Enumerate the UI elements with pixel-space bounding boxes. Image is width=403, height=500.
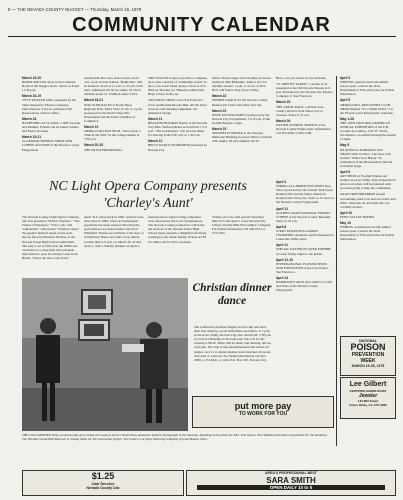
calendar-entry [276, 243, 334, 255]
calendar-entry-date: March 19 [84, 125, 99, 130]
calendar-entry [22, 135, 80, 151]
calendar-entry [340, 143, 396, 168]
calendar-entry-date: March 20-25 [84, 143, 104, 148]
ad-lee-gilbert [340, 377, 396, 419]
calendar-entry [276, 276, 334, 292]
ad-put-more-pay [192, 396, 334, 428]
calendar-entry-date: March 25 [276, 100, 291, 105]
calendar-entry-text: SPAGHETTI DINNER at the Veterans Memorial Building in Grass Valley to benefit 4-H. Adults, $3 and children, $1.50. [212, 131, 272, 144]
calendar-entry-text: GOLDEN GRAD NATIONAL EXPERT COFFEE at the Nevada County Museum. Starts at 10 a.m. [276, 210, 331, 223]
ad-sara-smith [186, 470, 396, 496]
calendar-entry [276, 82, 334, 98]
page-title: COMMUNITY CALENDAR [72, 14, 331, 36]
calendar-entry-date: April 11 [276, 206, 288, 211]
calendar-entries [276, 180, 334, 292]
calendar-entry-text: WINE TASTING PARTY sponsored by the Nevada City Soroptimists, 5 to 8 p.m. at the Golden Empire Lodge. [212, 112, 270, 125]
calendar-entry-date: March 25 [212, 127, 227, 132]
calendar-entries [276, 76, 334, 135]
calendar-column-5 [276, 76, 334, 174]
ad-poison-line4: WEEK [360, 358, 376, 364]
calendar-entry-text: SIERRA DOLL DISCOVERY CLUB SHOW themed "It's a Small World," 1st Air Flower Grass Fairgrounds. Saturday. [340, 102, 394, 115]
calendar-entries [84, 76, 144, 152]
calendar-entry-text: THE 9th INTERNATIONAL [84, 147, 123, 152]
calendar-entry-text: FRIENDS, general trend and autism season open. Contact the State Department of Fish and Game for further information. [340, 80, 395, 97]
ad-put-more-pay-line2: TO WORK FOR YOU [238, 411, 288, 417]
ad-gilbert-line5: Grass Valley, Ca. 273-4296 [349, 403, 387, 407]
calendar-entry-date: April 8 [276, 224, 287, 229]
calendar-column-1 [22, 76, 80, 174]
calendar-entry [340, 192, 396, 208]
ad-poison-line2: POISON [350, 342, 386, 352]
calendar-entry-text: SIERRA COLLEGE FILM, "Once Upon a Time in the West" in the college theatre at 7:30 p.m. [84, 129, 141, 142]
calendar-entry-text: TRUCKING SHOW at the San Francisco Civic Auditorium-Brooks Hall. All the latest in trucks and trucking equipment. No admission charge. [148, 98, 207, 115]
calendar-entry [148, 117, 208, 137]
calendar-entry-text: 8th ANNUAL FOREMAN TOY SHOWCASE in Chico. The show will include "When Your Handy." In celebration of the Bicentennial, Nevada Gold Run Stage. [340, 147, 393, 168]
calendar-entry [340, 170, 396, 190]
calendar-entry [340, 98, 396, 114]
calendar-entry [22, 94, 80, 114]
calendar-entry-text: DOG SLED RACES at North Tahoe Regional Park, Tahoe Vista, 8 a.m. to 4 p.m. sponsored by the North Tahoe Fire Department and the Tahoe Chamber of Commerce. [84, 102, 143, 123]
photo-caption: THE LOLA MONTEZ home reconstruction got a boost this week as Grover Westerburg donated a historic photograph to the museum. Standing in the photo are Mrs. Tom Quinn, Tom Watkins and others responsible for the donation. The Nevada Grand Hall Museum is raising funds for the restoration project. The home is currently featuring a display of Lola Montez relics. [22, 433, 328, 442]
feature-body-3: national shows when touring companies were attracted by the local circumstances. The Nevada County production, which has the services of the Nevada Union High School band, presents a delightful and lively evening for the whole family. Tickets are $3 for adults and $1.50 for students. [148, 215, 207, 244]
christian-headline: Christian dinner dance [192, 282, 272, 307]
calendar-entry [212, 109, 272, 125]
calendar-column-6 [340, 76, 396, 334]
calendar-entry-text: Auditorium. Hot rods, motorcycles, show cars, boats and the famous "Batmobile" will be featured. Starts at 11 a.m. to 10 p.m. both days. Admission $2.50 for adults, $1.50 for children under 12. Children under 6 free. [84, 76, 143, 97]
calendar-entry-text: EASTER SUNRISE SERVICE at the Nevada County Fairgrounds. Information call 265-9563 or 265-1100. [276, 122, 331, 136]
calendar-entry [276, 100, 334, 116]
ad-poison-prevention [340, 336, 396, 376]
calendar-entry-text: BEALTON HOLIDAY BALL of the Nevada City Elks. Seafood dinner served from 7 to 9 p.m. "The Goldenaires" will provide music for dancing from 9:30 p.m. to 1:30 a.m. [148, 120, 208, 138]
ad-gilbert-line2: CERTIFIED GEMOLOGIST [349, 389, 387, 393]
calendar-entry [148, 139, 208, 151]
feature-body-1: The Nevada County Light Opera Company, who has presented "H.M.S. Pinafore," "The Pirates of Penzance," "Fair Lady" and "Oklahoma!" will present "Charley's Aunt," the popular musical based on the well-known farce by Brandon Thomas, at the Nevada Union High School auditorium. The play is set at Oxford in the 1890s and concerns two young men who persuade their friend to pose as Charley's aunt from Brazil, "where the nuts come from." [22, 215, 80, 260]
calendar-entry-text: THE 19TH CROCKER-AMERICAN ANNUAL EXHIBITION of the E.B. Crocker Art Gallery, 216 "O" Street, Sacramento, on exhibit through the month of April. [340, 120, 396, 142]
ad-poison-line5: MARCH 19-25, 1978 [351, 364, 385, 368]
calendar-entry-text: THE NUGGET hopes to provide a complete, up-to-date calendar of community events. To have your event listed, please call us at 273-9561 by Monday for Thursday publication. Hope to hear from you. [148, 76, 208, 97]
ad-cab-line3: Nevada County Cab [86, 486, 120, 490]
calendar-entry [84, 98, 144, 123]
calendar-entry-date: March 21 [148, 139, 163, 144]
calendar-entry [276, 119, 334, 135]
calendar-entry-date: April 10 [340, 210, 353, 215]
calendar-entry [84, 76, 144, 96]
ad-gilbert-line1: Lee Gilbert [349, 381, 387, 388]
calendar-entries [340, 76, 396, 241]
calendar-entry-text: GLAMOUR OPENING SHOW AND COFFEE AUCTION at the Nevada County Fairgrounds. [22, 139, 80, 152]
calendar-entry-date: March 18 [22, 116, 37, 121]
calendar-entry [340, 76, 396, 96]
calendar-column-5-continued [276, 180, 334, 395]
calendar-entry [340, 117, 396, 142]
running-head: 8 — THE NEVADA COUNTY NUGGET — Thursday, March 16, 1978 [8, 7, 142, 12]
calendar-entries [148, 76, 208, 152]
calendar-entry [276, 76, 334, 80]
calendar-entry [276, 207, 334, 223]
calendar-entry-date: March 26 [276, 118, 291, 123]
calendar-entry-date: March 21 [148, 116, 163, 121]
ad-gilbert-line3: Jeweler [358, 393, 378, 399]
calendar-entry-date: April 12-19 [276, 257, 293, 262]
ad-put-more-pay-line1: put more pay [234, 401, 292, 411]
calendar-column-2 [84, 76, 144, 174]
calendar-entry-date: March 18-21 [84, 98, 104, 103]
feature-headline: NC Light Opera Company presents 'Charley's Aunt' [49, 179, 247, 211]
calendar-entry-date: March 19-21 [22, 135, 42, 140]
calendar-entry-text: HARRISON'S ARTS AUCTION of Crafts and Sales at the Nevada County Fairgrounds. [276, 280, 333, 293]
calendar-entry-text: ART SHOW at Foothill Women Art Gallery in Grass Valley Park. Experienced artist local artists will be featured with proceeds going to help the community. [340, 174, 396, 191]
feature-body-4: Tickets are to be sold special Saturdays March 25 and April 1 at the Nevada City Library and the Hills Flat Lumber Company. For further information call 265-6514 or 273-7632. [212, 215, 272, 236]
calendar-entry [212, 76, 272, 92]
calendar-entry [276, 258, 334, 274]
calendar-entry-text: GRAF TRIUNDRABRDS around surrounding artist Carr and are Grail's and API's. Welcome all area men who are cordially invited. [340, 192, 396, 209]
calendar-entry-date: April 11 [276, 243, 288, 248]
calendar-entry-text: INTERNATIONAL FLOWER SHOW AND EXPOSITION at the Cow Palace, San Francisco. [276, 261, 329, 274]
calendar-entry-date: April 14 [276, 275, 289, 280]
calendar-entry [276, 180, 334, 205]
ad-gilbert-line4: 134 Mill Street [357, 399, 379, 403]
calendar-entry-text: HAPPENING AT CLASSIC CAFE for kids and families. Friends can be found. Games and Easter favorites. [22, 120, 80, 134]
calendar-entry-date: May 1-28 [340, 116, 354, 121]
ad-poison-line1: NATIONAL [359, 339, 377, 343]
calendar-entry [212, 94, 272, 106]
calendar-entry [84, 125, 144, 141]
calendar-entry-date: March 16-19 [22, 94, 42, 99]
calendar-entry-date: May 13 [340, 221, 351, 225]
calendar-entry-date: April 5 [340, 169, 351, 174]
feature-body-2: Aunt" in London back in 1892, revived twice since then in 1893, where its tremendous popularity has been assured. Directing the performances are Karen Keller and Scott Whitfield. Tickets are available at the door or at Harmony House and other local outlets. Curtain time is 8 p.m. on March 30, 31 and April 1, with a Sunday matinee on April 2. [84, 215, 144, 248]
ad-sara-line1: AREA'S PROFESSIONAL BEST [265, 471, 317, 475]
calendar-entry-date: March 22 [212, 94, 227, 99]
calendar-entry-text: JUKES PANAYOTIS LOMON CHAMPION, Amateurs and Professional at Lonesome Valley Area. [276, 229, 334, 242]
calendar-entry [340, 211, 396, 219]
calendar-column-4 [212, 76, 272, 174]
masthead-rule [8, 36, 396, 37]
calendar-entry-text: dancer Donna Sager and traveling renowned instructor Bert Balladine. Tuition, $17 for daytime session, 1 p.m. to 4 p.m. at Pine Hall, 240 Sutton Way, Grass Valley. [212, 76, 271, 93]
calendar-column-3 [148, 76, 208, 174]
calendar-entry [148, 98, 208, 114]
calendar-entry-date: March 16-20 [22, 76, 42, 80]
ad-cab-line2: Cab Service [91, 481, 115, 486]
ad-cab-service [22, 470, 184, 496]
calendar-entry-text: "LL MEN BY TAKEN," a drama to be presented at the Old Nevada Theatre at 8 p.m. Presented by the Nevada City Theatre Company of San Francisco. [276, 82, 333, 99]
calendar-entry [340, 221, 396, 241]
calendar-entry-text: BELLY DANCE WORKSHOP presented by Nevada City [148, 143, 208, 152]
calendar-entry [212, 127, 272, 143]
calendar-entry-text: FISHING, northwest trout and salmon season open. Contact the State Department of Fish and Game for further information. [340, 225, 395, 242]
calendar-entry [148, 76, 208, 96]
calendar-entry-text: Have, 4-6 p.m. music by the Sicilians. [276, 76, 327, 80]
calendar-entry [22, 76, 80, 92]
calendar-entry-text: THE GREAT RACE, a 26 km cross-country ski race from Tahoe City to Truckee. Starts at 10 a.m. [276, 104, 325, 117]
calendar-entry-date: April 4 [276, 180, 287, 184]
photo-illustration [22, 278, 188, 431]
ad-cab-line1: $1.25 [91, 471, 115, 481]
calendar-entry-date: May 5 [340, 143, 350, 148]
ad-sara-line2: SARA SMITH [266, 475, 316, 485]
calendar-entry-text: DINNER DANCE for the Nevada County Democratic Club at the Pine Tree Inn. [212, 98, 268, 107]
calendar-entry-date: April 5 [340, 98, 351, 103]
calendar-entry [276, 225, 334, 241]
calendar-entry [84, 143, 144, 151]
calendar-entry-date: March 23 [212, 108, 227, 113]
calendar-entry-text: PENN VALLEY RODEO [340, 214, 375, 219]
column-divider [336, 76, 337, 446]
lola-montez-photo [22, 278, 188, 431]
calendar-entry-date: April 3 [340, 76, 351, 80]
calendar-entries [212, 76, 272, 143]
calendar-entry-text: ROOSE ROLLER show in the Celebrity Room at the Nugget, Reno. Shows at 8 and 11:30 p.m. [22, 80, 79, 93]
calendar-entry-text: SPECIAL EASTER FLOWER EXHIBIT in Grass Valley. Open to the public. [276, 247, 331, 256]
calendar-entry-text: "FIVE SPOILED GIRL presented by the Sierra Repertory Theatre Company. Performances at 8 p.m. Admission $3. Reservations call box office. [22, 98, 76, 115]
ad-sara-line3: OPEN DAILY 10 to 5 [197, 485, 385, 490]
calendar-entry-text: SPRING ALL BREED FUN SHOW Dog Show sponsored by the Greater Trail Gazer Kennel Club and the Sierra American Kennel Club. Entry fee. Starts at 12 noon at the Nevada County Fairgrounds. [276, 184, 334, 205]
ad-poison-line3: PREVENTION [351, 352, 385, 358]
christian-body: The California Christian Singles Social Club will have their first meeting, social with dinner and dance, at 7 p.m. at the Grass Valley-Nevada City area. March 28. 7:30 p.m. at Conroy's Bohemia in Nevada City. The cost for the evening is $8.50. There will be music and dancing. All are welcome. The club is non-denominational and invites all singles over 21 to attend whether never married, divorced, widowed or widower. For further information call 265-2080 or 272-8421, or write P.O. Box 345, Nevada City. [194, 325, 272, 362]
calendar-entry [22, 117, 80, 133]
calendar-entries [22, 76, 80, 152]
